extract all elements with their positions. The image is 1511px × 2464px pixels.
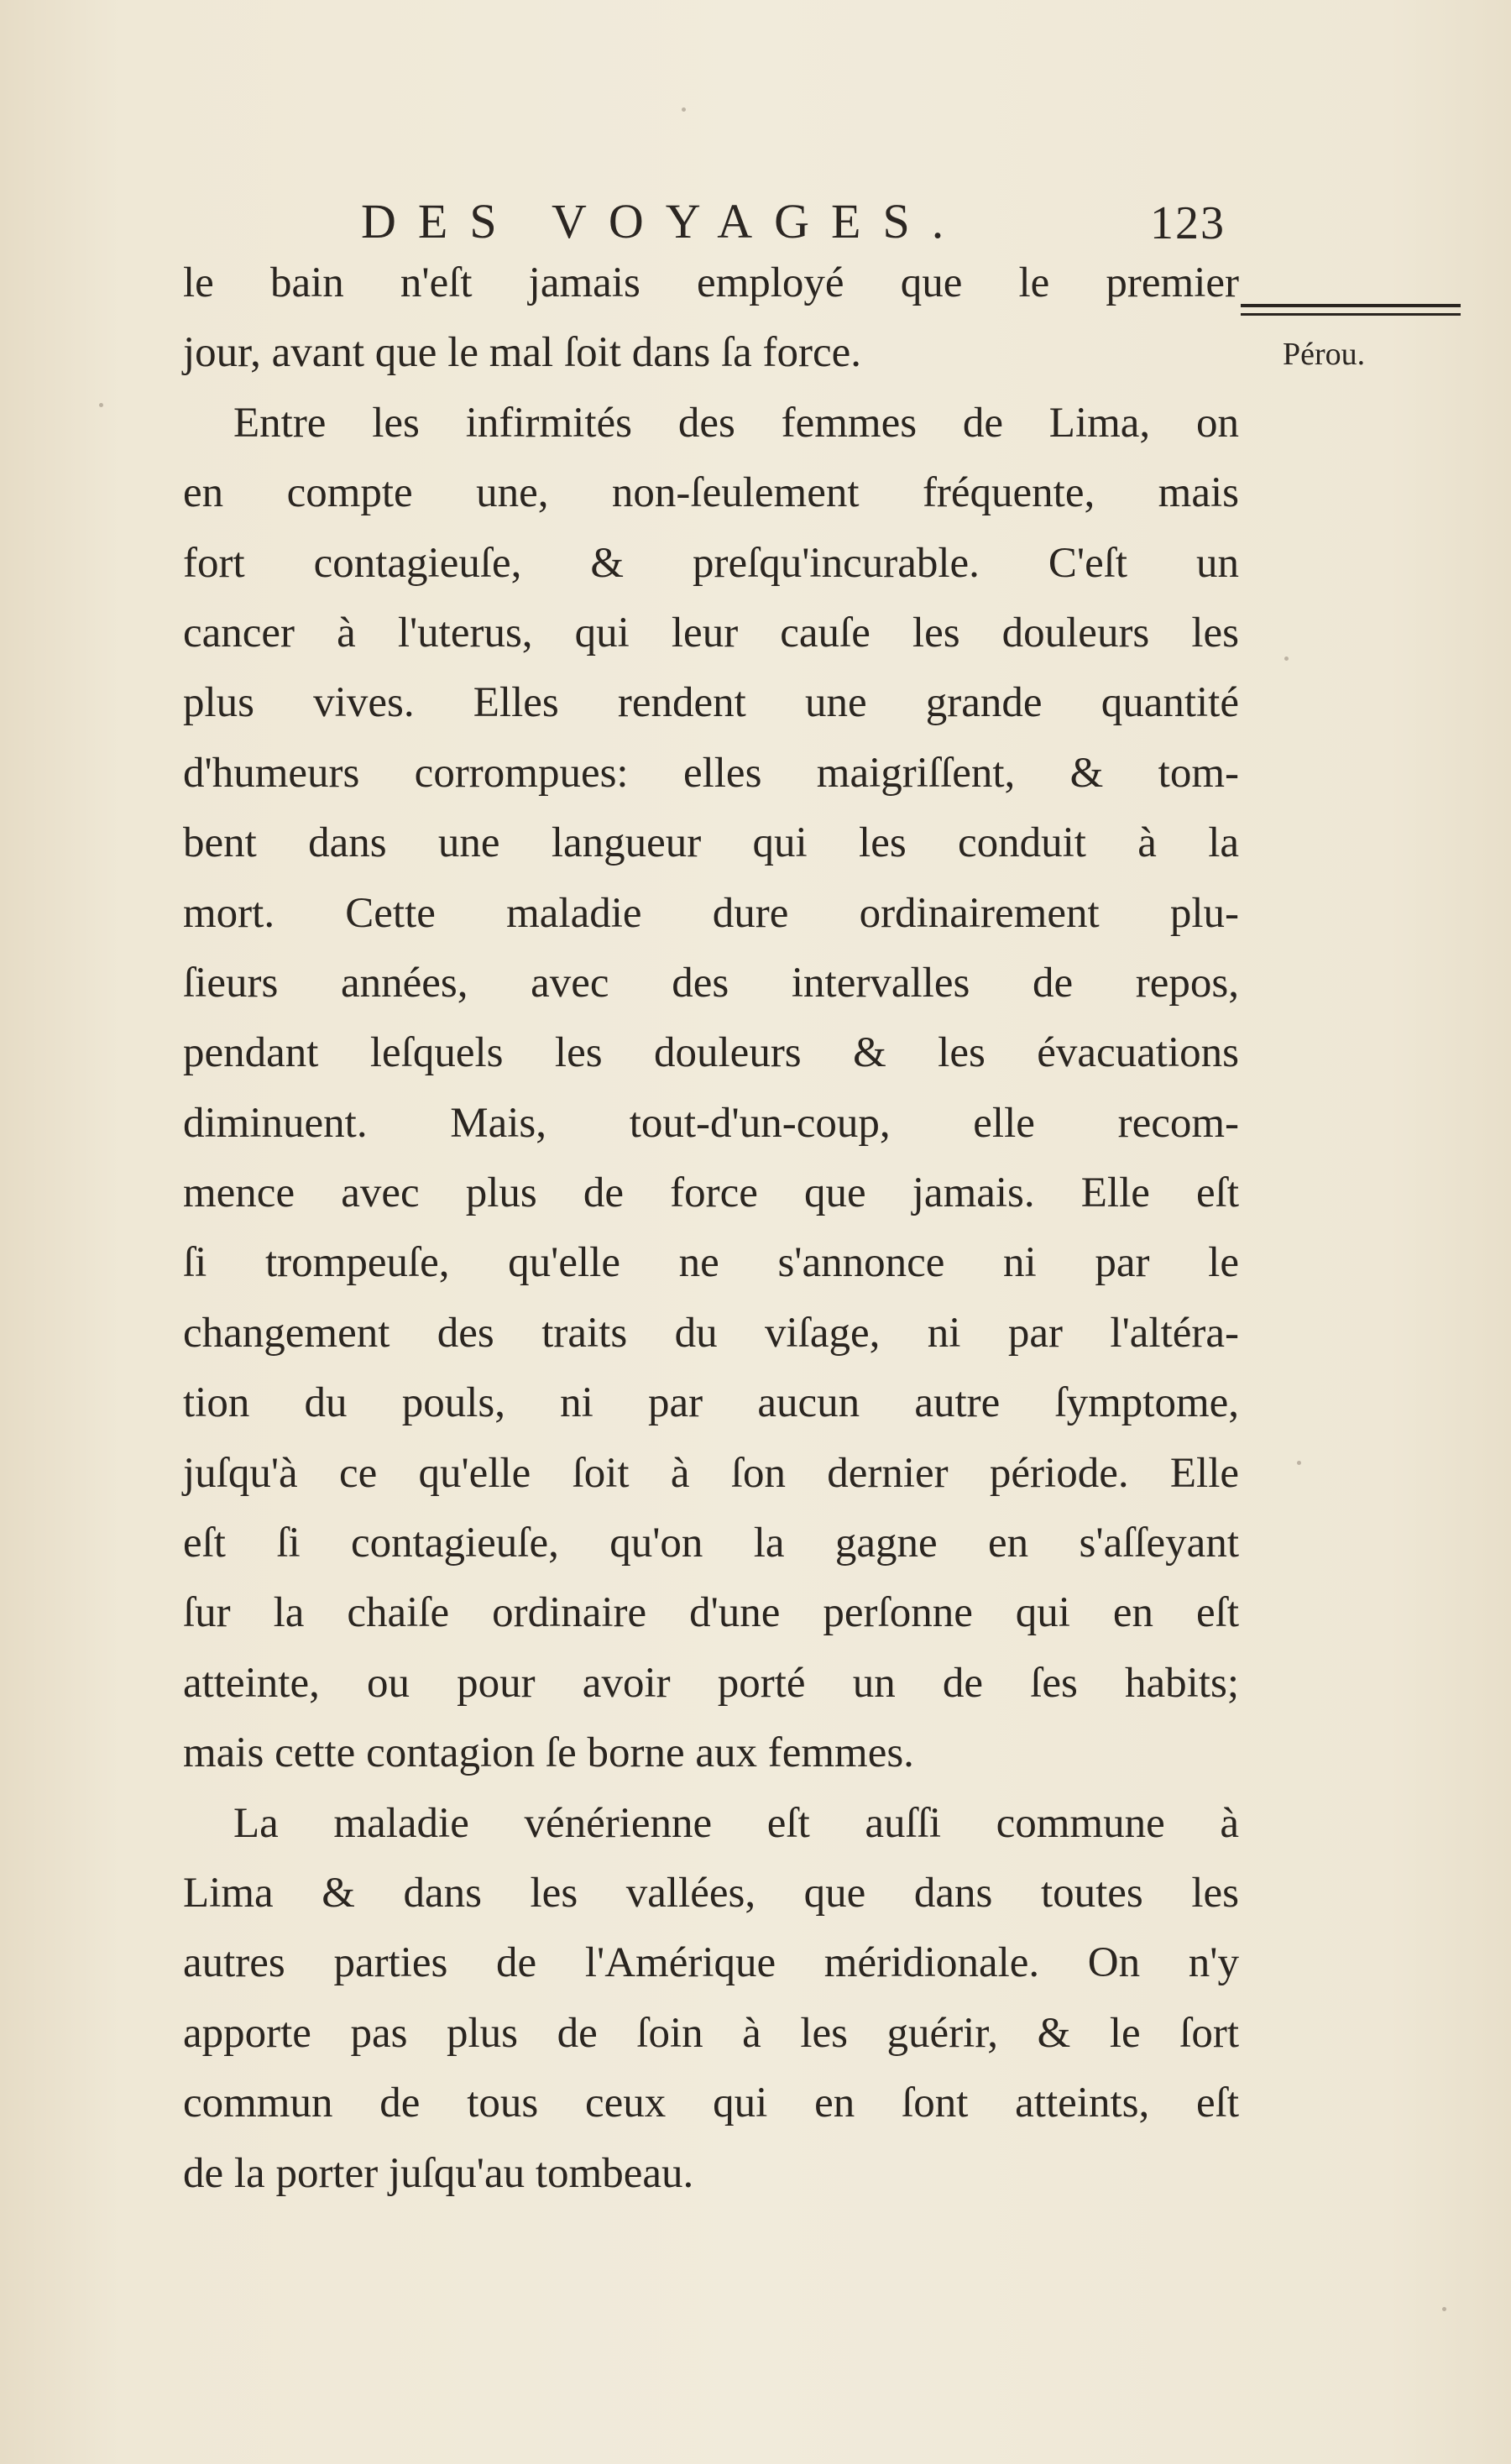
paper-speck	[682, 107, 686, 112]
text-line: ſieurs années, avec des intervalles de repos,	[183, 959, 1239, 1007]
margin-note: Pérou.	[1283, 337, 1366, 372]
paper-speck	[1297, 1461, 1301, 1465]
text-line: ſur la chaiſe ordinaire d'une perſonne qui en eſt	[183, 1589, 1239, 1637]
text-line: d'humeurs corrompues: elles maigriſſent, & tom-	[183, 749, 1239, 797]
text-line: cancer à l'uterus, qui leur cauſe les douleurs les	[183, 609, 1239, 657]
running-title: DES VOYAGES.	[361, 194, 966, 248]
text-line: le bain n'eſt jamais employé que le premier	[183, 259, 1239, 306]
text-line: plus vives. Elles rendent une grande quantité	[183, 679, 1239, 727]
text-line: pendant leſquels les douleurs & les évacuations	[183, 1029, 1239, 1077]
text-line: tion du pouls, ni par aucun autre ſymptome,	[183, 1379, 1239, 1427]
text-line: mence avec plus de force que jamais. Elle eſt	[183, 1169, 1239, 1217]
text-line: diminuent. Mais, tout-d'un-coup, elle recom-	[183, 1099, 1239, 1147]
text-line: en compte une, non-ſeulement fréquente, mais	[183, 469, 1239, 517]
text-line: commun de tous ceux qui en ſont atteints, eſt	[183, 2079, 1239, 2127]
text-line: bent dans une langueur qui les conduit à la	[183, 819, 1239, 867]
paper-speck	[1284, 657, 1289, 661]
text-line: atteinte, ou pour avoir porté un de ſes habits;	[183, 1659, 1239, 1707]
text-line: autres parties de l'Amérique méridionale. On n'y	[183, 1939, 1239, 1987]
margin-rule	[1241, 304, 1461, 316]
text-line: mort. Cette maladie dure ordinairement plu-	[183, 889, 1239, 937]
paper-speck	[1442, 2307, 1446, 2311]
paragraph-start-line: Entre les infirmités des femmes de Lima, on	[233, 399, 1239, 447]
text-line: juſqu'à ce qu'elle ſoit à ſon dernier période. Elle	[183, 1449, 1239, 1497]
body-text	[183, 248, 1239, 2209]
paper-speck	[99, 403, 103, 407]
text-line: fort contagieuſe, & preſqu'incurable. C'eſt un	[183, 539, 1239, 587]
text-line: mais cette contagion ſe borne aux femmes.	[183, 1729, 914, 1777]
text-line: ſi trompeuſe, qu'elle ne s'annonce ni par le	[183, 1239, 1239, 1287]
text-line: eſt ſi contagieuſe, qu'on la gagne en s'aſſeyant	[183, 1520, 1239, 1567]
paragraph-start-line: La maladie vénérienne eſt auſſi commune à	[233, 1799, 1239, 1847]
page-number: 123	[1150, 197, 1226, 249]
text-line: Lima & dans les vallées, que dans toutes les	[183, 1869, 1239, 1917]
text-line: de la porter juſqu'au tombeau.	[183, 2149, 694, 2197]
text-line: jour, avant que le mal ſoit dans ſa force.	[183, 329, 862, 377]
text-line: apporte pas plus de ſoin à les guérir, & le ſort	[183, 2009, 1239, 2057]
text-line: changement des traits du viſage, ni par l'altéra-	[183, 1309, 1239, 1357]
